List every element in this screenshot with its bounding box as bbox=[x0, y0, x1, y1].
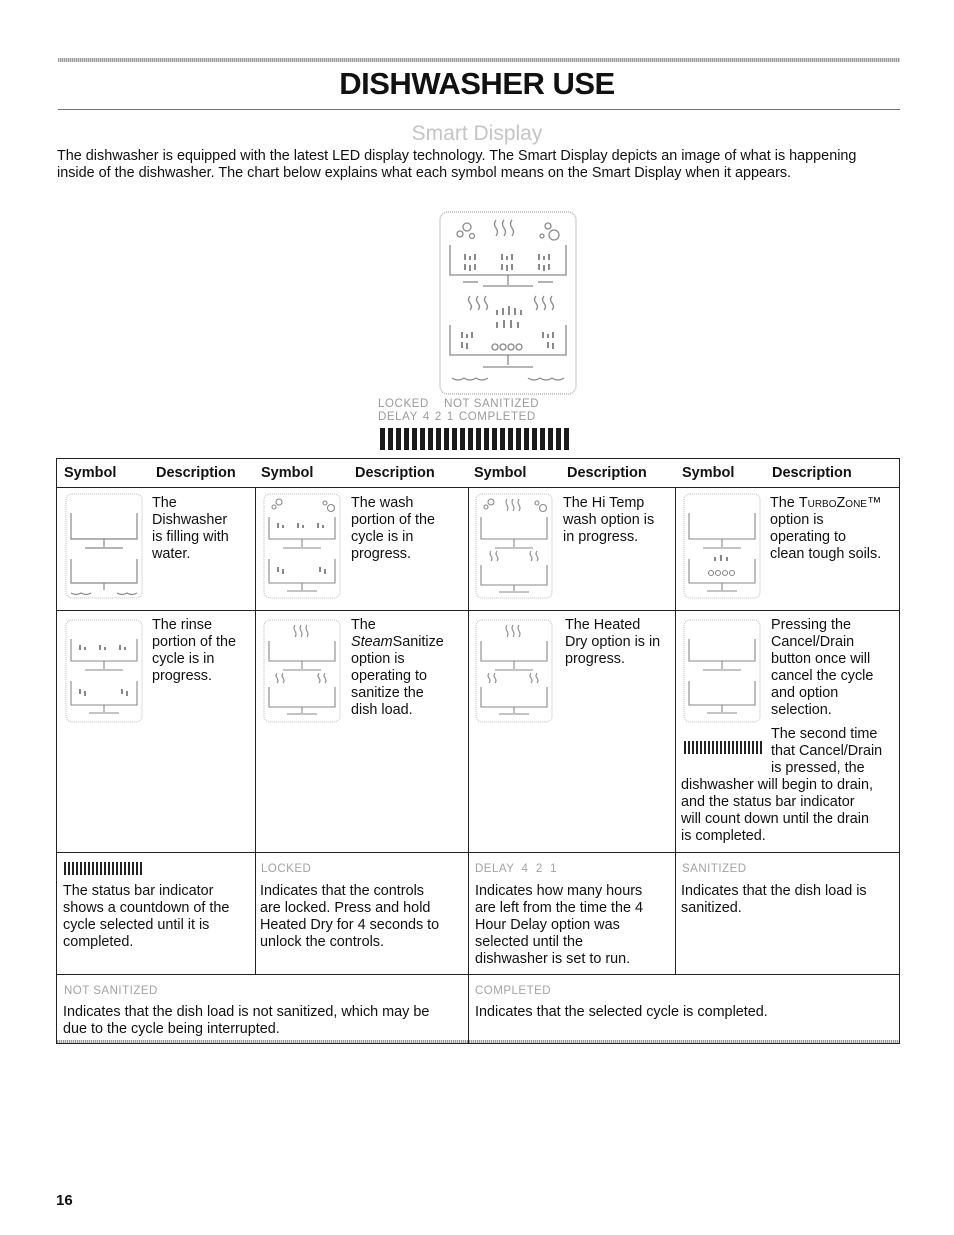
rinse-icon bbox=[65, 619, 143, 723]
row1-divider bbox=[57, 610, 899, 611]
desc-heated-dry: The Heated Dry option is in progress. bbox=[565, 617, 661, 667]
filling-water-icon bbox=[65, 493, 143, 599]
display-completed-label: COMPLETED bbox=[458, 411, 536, 423]
display-delay-label: DELAY bbox=[378, 411, 418, 423]
delay-symbol: DELAY 4 2 1 bbox=[475, 863, 558, 875]
header-description-3: Description bbox=[567, 465, 647, 481]
sanitized-symbol: SANITIZED bbox=[682, 863, 747, 875]
title-rule bbox=[58, 109, 900, 110]
desc-delay: Indicates how many hours are left from the time the 4 Hour Delay option was selected until the dishwasher is set to run. bbox=[475, 883, 643, 967]
page-number: 16 bbox=[56, 1192, 73, 1209]
header-symbol-4: Symbol bbox=[682, 465, 735, 481]
col-divider-2 bbox=[468, 487, 469, 1043]
cancel-status-bar-icon bbox=[684, 741, 762, 754]
wash-icon bbox=[263, 493, 341, 599]
desc-rinse: The rinse portion of the cycle is in progress. bbox=[152, 617, 237, 684]
header-symbol-2: Symbol bbox=[261, 465, 314, 481]
display-not-sanitized-label: NOT SANITIZED bbox=[444, 398, 540, 410]
steam-sanitize-icon bbox=[263, 619, 341, 723]
desc-filling: The Dishwasher is filling with water. bbox=[152, 495, 229, 562]
col-divider-3 bbox=[675, 487, 676, 974]
heated-dry-icon bbox=[475, 619, 553, 723]
display-delay-2: 2 bbox=[434, 411, 442, 423]
bottom-dotted-rule bbox=[57, 1040, 899, 1043]
status-bar-icon bbox=[64, 862, 142, 875]
desc-turbozone: The TurboZone™ option is operating to clean tough soils. bbox=[770, 495, 882, 562]
page-title: DISHWASHER USE bbox=[339, 66, 615, 101]
header-description-2: Description bbox=[355, 465, 435, 481]
intro-paragraph: The dishwasher is equipped with the latest LED display technology. The Smart Display depicts an image of what is happening inside of the dishwasher. The chart below explains what each symbol means on the Smart Display when it appears. bbox=[57, 148, 857, 181]
display-delay-1: 1 bbox=[446, 411, 454, 423]
header-symbol-3: Symbol bbox=[474, 465, 527, 481]
display-delay-4: 4 bbox=[422, 411, 430, 423]
desc-wash: The wash portion of the cycle is in progress. bbox=[351, 495, 436, 562]
header-description-1: Description bbox=[156, 465, 236, 481]
header-symbol-1: Symbol bbox=[64, 465, 117, 481]
desc-steam-sanitize: The SteamSanitize option is operating to sanitize the dish load. bbox=[351, 617, 444, 718]
locked-symbol: LOCKED bbox=[261, 863, 312, 875]
cancel-drain-icon bbox=[683, 619, 761, 723]
desc-cancel-twice: The second time that Cancel/Drain is pressed, the bbox=[771, 726, 883, 776]
desc-sanitized: Indicates that the dish load is sanitized. bbox=[681, 883, 867, 916]
turbozone-icon bbox=[683, 493, 761, 599]
not-sanitized-symbol: NOT SANITIZED bbox=[64, 985, 158, 997]
display-locked-label: LOCKED bbox=[378, 398, 429, 410]
completed-symbol: COMPLETED bbox=[475, 985, 552, 997]
smart-display-illustration bbox=[438, 210, 578, 396]
desc-hi-temp: The Hi Temp wash option is in progress. bbox=[563, 495, 655, 545]
display-status-labels bbox=[378, 398, 541, 424]
desc-status-bar: The status bar indicator shows a countdown of the cycle selected until it is completed. bbox=[63, 883, 230, 950]
row3-divider bbox=[57, 974, 899, 975]
col-divider-1 bbox=[255, 487, 256, 974]
desc-not-sanitized: Indicates that the dish load is not sanitized, which may be due to the cycle being interrupted. bbox=[63, 1004, 430, 1037]
header-divider bbox=[57, 487, 899, 488]
top-rule bbox=[58, 58, 900, 62]
header-description-4: Description bbox=[772, 465, 852, 481]
symbol-table bbox=[56, 458, 900, 1044]
section-title: Smart Display bbox=[411, 122, 543, 145]
desc-cancel-twice-cont: dishwasher will begin to drain, and the status bar indicator will count down until the drain is completed. bbox=[681, 777, 873, 844]
desc-cancel-once: Pressing the Cancel/Drain button once will cancel the cycle and option selection. bbox=[771, 617, 874, 718]
desc-locked: Indicates that the controls are locked. Press and hold Heated Dry for 4 seconds to unlock the controls. bbox=[260, 883, 440, 950]
desc-completed: Indicates that the selected cycle is completed. bbox=[475, 1004, 768, 1020]
hi-temp-wash-icon bbox=[475, 493, 553, 599]
row2-divider bbox=[57, 852, 899, 853]
display-status-bar bbox=[380, 428, 569, 450]
